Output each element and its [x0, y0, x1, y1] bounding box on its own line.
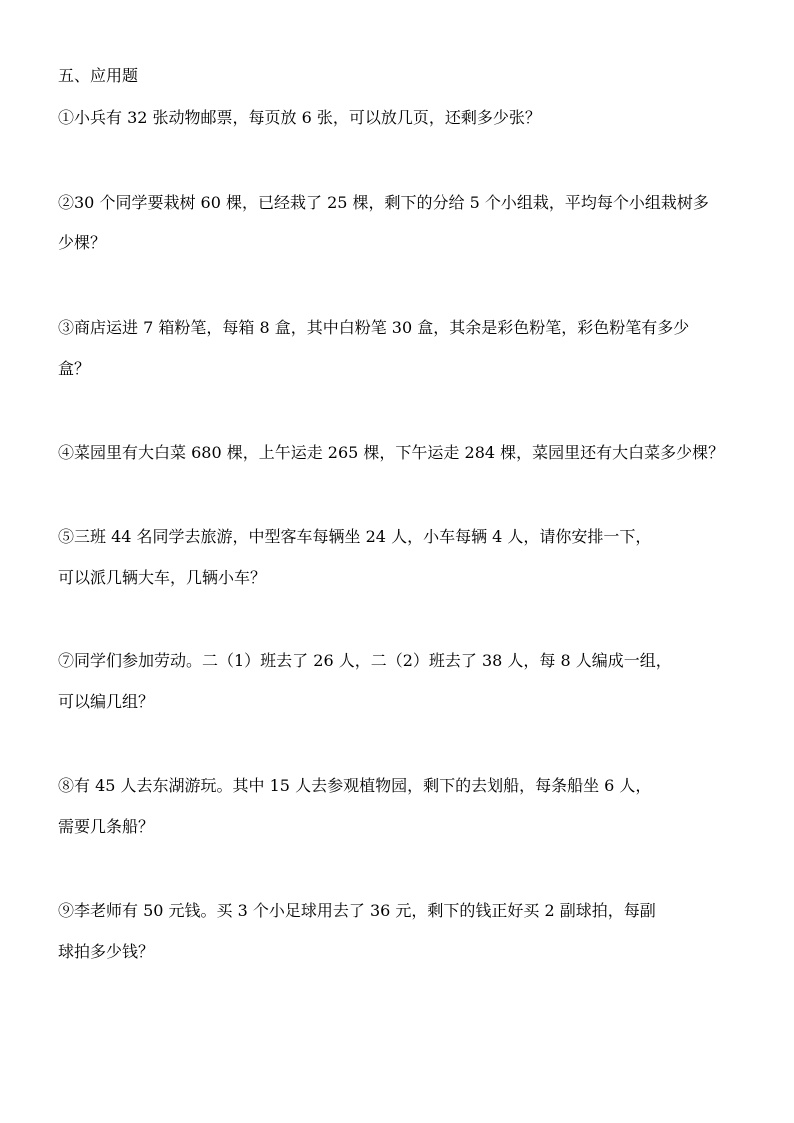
- problem-4-line-1: ④菜园里有大白菜 680 棵，上午运走 265 棵，下午运走 284 棵，菜园里还有大白菜多少棵？: [58, 443, 725, 462]
- problem-7-line-2: 可以编几组？: [58, 692, 155, 711]
- problem-3-line-2: 盒？: [58, 359, 91, 378]
- problem-2-line-1: ②30 个同学要栽树 60 棵，已经栽了 25 棵，剩下的分给 5 个小组栽，平均每个小组栽树多: [58, 193, 709, 212]
- problem-7-line-1: ⑦同学们参加劳动。二（1）班去了 26 人，二（2）班去了 38 人，每 8 人编成一组，: [58, 651, 672, 670]
- problem-5-line-2: 可以派几辆大车，几辆小车？: [58, 568, 267, 587]
- problem-8-line-2: 需要几条船？: [58, 817, 155, 836]
- problem-1-line-1: ①小兵有 32 张动物邮票，每页放 6 张，可以放几页，还剩多少张？: [58, 108, 541, 127]
- problem-2-line-2: 少棵？: [58, 233, 107, 252]
- problem-9-line-2: 球拍多少钱？: [58, 942, 155, 961]
- problem-8-line-1: ⑧有 45 人去东湖游玩。其中 15 人去参观植物园，剩下的去划船，每条船坐 6 人，: [58, 776, 652, 795]
- problem-9-line-1: ⑨李老师有 50 元钱。买 3 个小足球用去了 36 元，剩下的钱正好买 2 副球拍，每副: [58, 901, 656, 920]
- problem-3-line-1: ③商店运进 7 箱粉笔，每箱 8 盒，其中白粉笔 30 盒，其余是彩色粉笔，彩色粉笔有多少: [58, 318, 690, 337]
- section-title: 五、应用题: [58, 66, 139, 85]
- problem-5-line-1: ⑤三班 44 名同学去旅游，中型客车每辆坐 24 人，小车每辆 4 人，请你安排一下，: [58, 527, 652, 546]
